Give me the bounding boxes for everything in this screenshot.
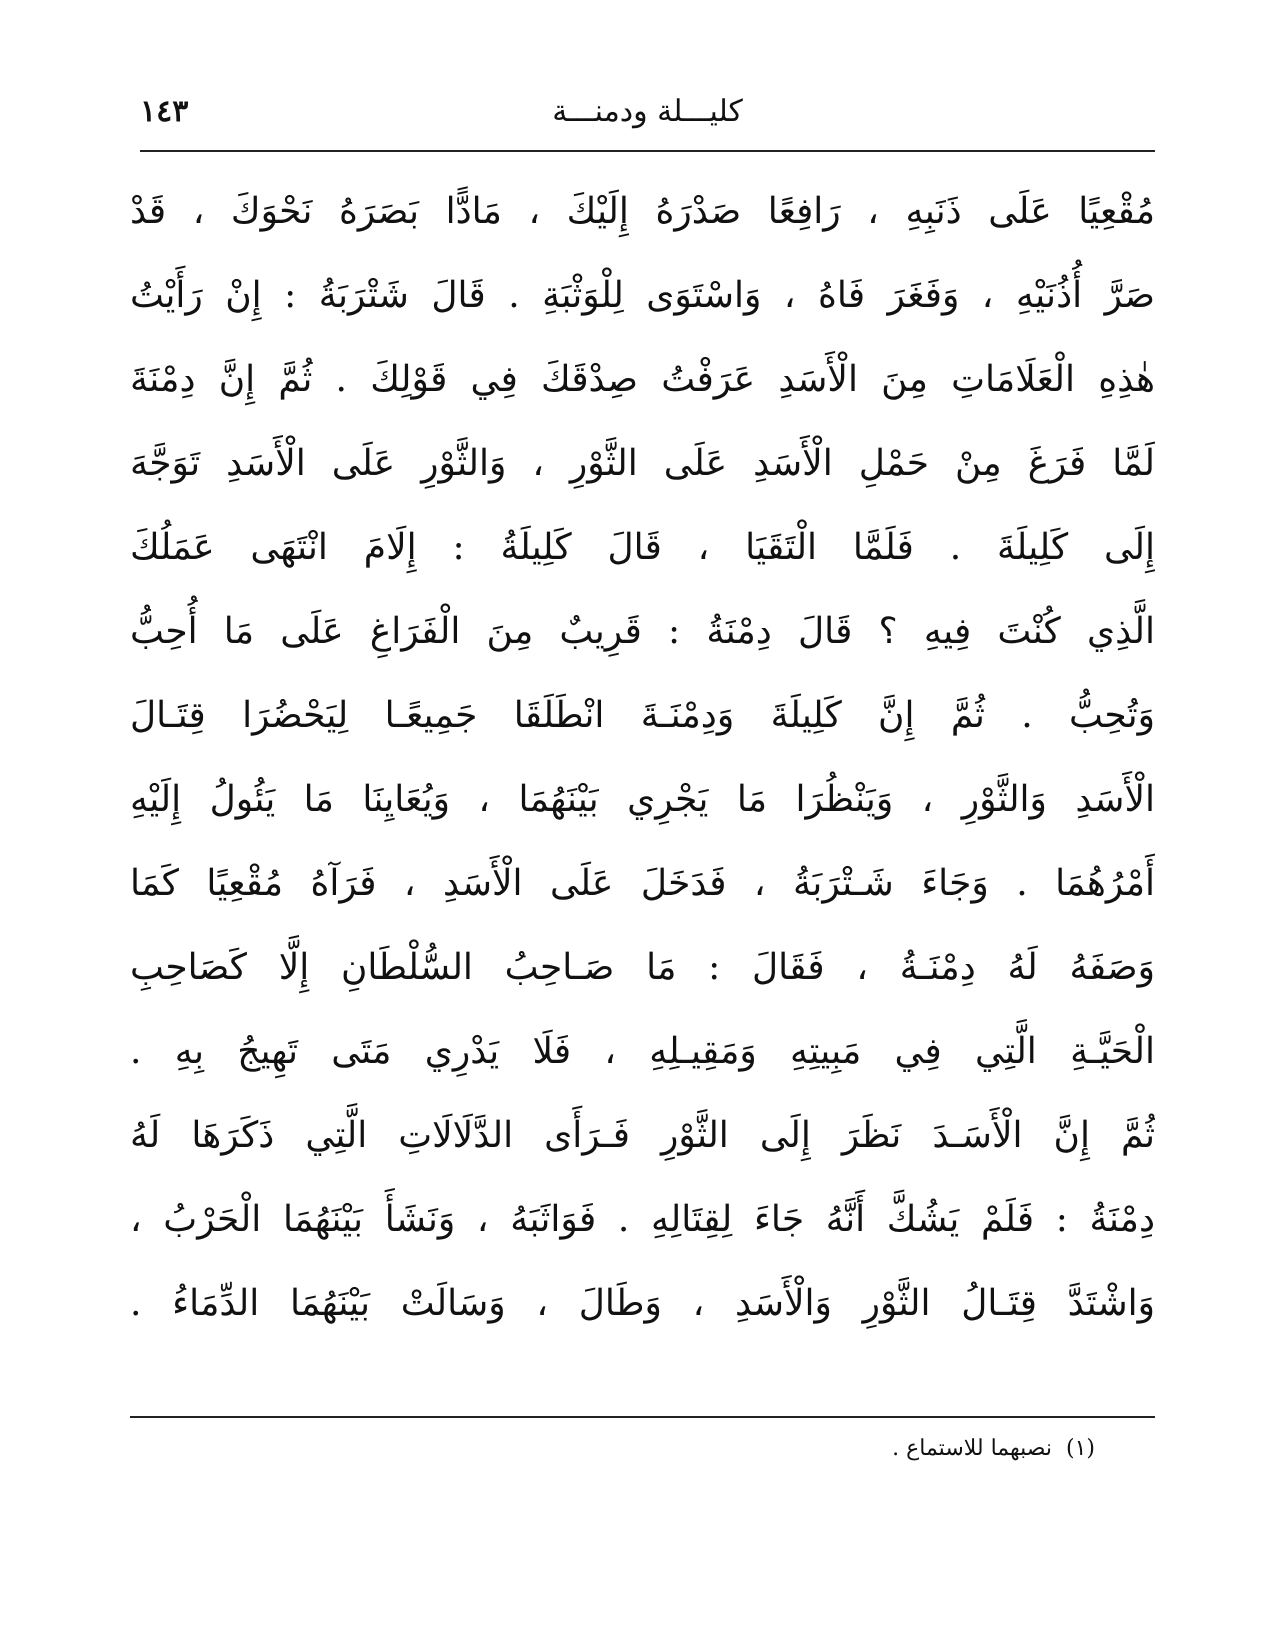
text-line: هٰذِهِ الْعَلَامَاتِ مِنَ الْأَسَدِ عَرَفْتُ صِدْقَكَ فِي قَوْلِكَ . ثُمَّ إِنَّ دِمْنَةَ xyxy=(130,359,1155,400)
text-line: وَتُحِبُّ . ثُمَّ إِنَّ كَلِيلَةَ وَدِمْنَـةَ انْطَلَقَا جَمِيعًـا لِيَحْضُرَا قِتَـالَ xyxy=(130,695,1155,736)
body-text xyxy=(130,170,1155,1346)
footnote xyxy=(892,1432,1095,1466)
page-number: ١٤٣ xyxy=(140,94,189,129)
header-rule xyxy=(140,150,1155,152)
text-line: وَصَفَهُ لَهُ دِمْنَـةُ ، فَقَالَ : مَا صَـاحِبُ السُّلْطَانِ إِلَّا كَصَاحِبِ xyxy=(130,947,1155,988)
text-line: أَمْرُهُمَا . وَجَاءَ شَـتْرَبَةُ ، فَدَخَلَ عَلَى الْأَسَدِ ، فَرَآهُ مُقْعِيًا كَمَا xyxy=(130,863,1155,904)
running-title: كليـــلة ودمنـــة xyxy=(552,94,743,129)
text-line: دِمْنَةُ : فَلَمْ يَشُكَّ أَنَّهُ جَاءَ لِقِتَالِهِ . فَوَاثَبَهُ ، وَنَشَأَ بَيْنَهُمَا الْحَرْبُ ، xyxy=(130,1199,1155,1240)
text-line: وَاشْتَدَّ قِتَـالُ الثَّوْرِ وَالْأَسَدِ ، وَطَالَ ، وَسَالَتْ بَيْنَهُمَا الدِّمَاءُ . xyxy=(130,1283,1155,1324)
text-line: مُقْعِيًا عَلَى ذَنَبِهِ ، رَافِعًا صَدْرَهُ إِلَيْكَ ، مَادًّا بَصَرَهُ نَحْوَكَ ، قَدْ xyxy=(130,191,1155,232)
text-line: الْحَيَّـةِ الَّتِي فِي مَبِيتِهِ وَمَقِيـلِهِ ، فَلَا يَدْرِي مَتَى تَهِيجُ بِهِ . xyxy=(130,1031,1155,1072)
text-line: لَمَّا فَرَغَ مِنْ حَمْلِ الْأَسَدِ عَلَى الثَّوْرِ ، وَالثَّوْرِ عَلَى الْأَسَدِ تَوَجَّهَ xyxy=(130,443,1155,484)
text-line: إِلَى كَلِيلَةَ . فَلَمَّا الْتَقَيَا ، قَالَ كَلِيلَةُ : إِلَامَ انْتَهَى عَمَلُكَ xyxy=(130,527,1155,568)
footnote-marker: (١) xyxy=(1065,1436,1095,1461)
text-line: الَّذِي كُنْتَ فِيهِ ؟ قَالَ دِمْنَةُ : قَرِيبٌ مِنَ الْفَرَاغِ عَلَى مَا أُحِبُّ xyxy=(130,611,1155,652)
footnote-text: نصبهما للاستماع . xyxy=(892,1436,1052,1461)
running-header xyxy=(140,92,1155,142)
footnote-rule xyxy=(130,1416,1155,1418)
text-line: الْأَسَدِ وَالثَّوْرِ ، وَيَنْظُرَا مَا يَجْرِي بَيْنَهُمَا ، وَيُعَايِنَا مَا يَئُولُ إِلَيْهِ xyxy=(130,779,1155,820)
text-line: صَرَّ أُذُنَيْهِ ، وَفَغَرَ فَاهُ ، وَاسْتَوَى لِلْوَثْبَةِ . قَالَ شَتْرَبَةُ : إِنْ رَأَيْتُ xyxy=(130,275,1155,316)
text-line: ثُمَّ إِنَّ الْأَسَـدَ نَظَرَ إِلَى الثَّوْرِ فَـرَأَى الدَّلَالَاتِ الَّتِي ذَكَرَهَا لَهُ xyxy=(130,1115,1155,1156)
